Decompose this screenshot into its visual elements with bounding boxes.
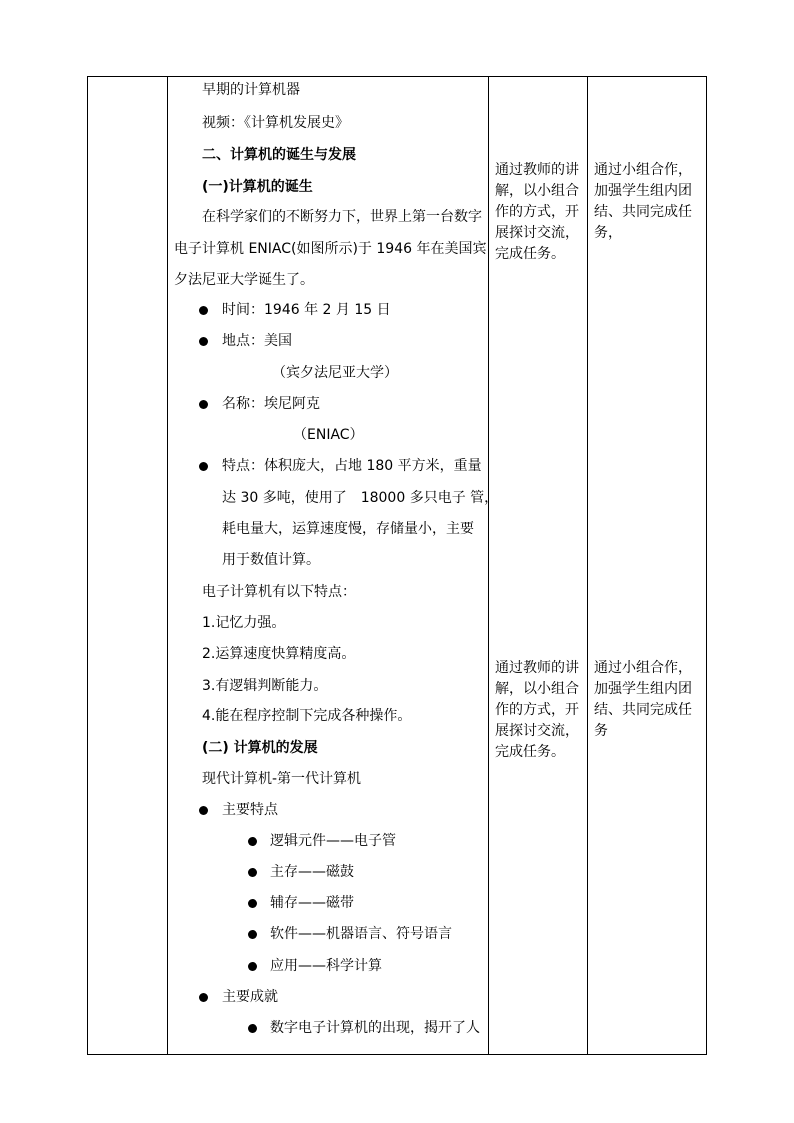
bullet-icon <box>248 930 257 939</box>
bullet-icon <box>248 962 257 971</box>
sublist-item-logic: 逻辑元件——电子管 <box>270 833 396 849</box>
list-item-features: 特点：体积庞大，占地 180 平方米，重量 <box>222 458 482 474</box>
student-activity-line: 通过小组合作， <box>594 162 692 178</box>
text-first-generation: 现代计算机-第一代计算机 <box>202 771 362 787</box>
text-video: 视频：《计算机发展史》 <box>202 115 349 131</box>
bullet-icon <box>199 306 208 315</box>
numbered-item: 2.运算速度快算精度高。 <box>202 646 356 662</box>
sublist-item-software: 软件——机器语言、符号语言 <box>270 926 452 942</box>
list-item-features-cont: 达 30 多吨，使用了 18000 多只电子 管， <box>222 490 499 506</box>
numbered-item: 3.有逻辑判断能力。 <box>202 678 328 694</box>
list-item-main-achievements: 主要成就 <box>222 989 278 1005</box>
teacher-activity-line: 完成任务。 <box>495 744 565 760</box>
bullet-icon <box>199 806 208 815</box>
bullet-icon <box>248 1024 257 1033</box>
bullet-icon <box>248 868 257 877</box>
student-activity-line: 通过小组合作， <box>594 660 692 676</box>
numbered-item: 1.记忆力强。 <box>202 615 286 631</box>
teacher-activity-line: 通过教师的讲 <box>495 162 579 178</box>
list-item-features-cont: 耗电量大，运算速度慢，存储量小，主要 <box>222 521 474 537</box>
table-border-left <box>87 76 88 1055</box>
subheading-development: (二) 计算机的发展 <box>202 740 318 756</box>
table-divider-3 <box>587 76 588 1055</box>
list-item-place: 地点：美国 <box>222 333 292 349</box>
table-bottom-border <box>87 1054 707 1055</box>
list-item-features-cont: 用于数值计算。 <box>222 552 320 568</box>
teacher-activity-line: 展探讨交流， <box>495 225 579 241</box>
list-item-name: 名称：埃尼阿克 <box>222 396 320 412</box>
teacher-activity-block <box>495 160 579 265</box>
student-activity-line: 务 <box>594 723 608 739</box>
student-activity-line: 加强学生组内团 <box>594 681 692 697</box>
numbered-item: 4.能在程序控制下完成各种操作。 <box>202 708 412 724</box>
table-divider-2 <box>488 76 489 1055</box>
teacher-activity-line: 作的方式，开 <box>495 204 579 220</box>
student-activity-line: 务， <box>594 225 622 241</box>
bullet-icon <box>199 462 208 471</box>
paragraph-line: 夕法尼亚大学诞生了。 <box>174 272 314 288</box>
subheading-birth: (一)计算机的诞生 <box>202 179 313 195</box>
table-border-right <box>706 76 707 1055</box>
bullet-icon <box>248 899 257 908</box>
list-item-time: 时间：1946 年 2 月 15 日 <box>222 302 391 318</box>
list-item-place-detail: （宾夕法尼亚大学） <box>272 365 398 381</box>
teacher-activity-line: 展探讨交流， <box>495 723 579 739</box>
text-early-machines: 早期的计算机器 <box>202 82 300 98</box>
bullet-icon <box>199 337 208 346</box>
table-top-border <box>87 76 707 77</box>
list-item-main-features: 主要特点 <box>222 802 278 818</box>
sublist-item-achievement: 数字电子计算机的出现，揭开了人 <box>270 1020 480 1036</box>
sublist-item-aux-memory: 辅存——磁带 <box>270 895 354 911</box>
teacher-activity-line: 完成任务。 <box>495 246 565 262</box>
teacher-activity-line: 解，以小组合 <box>495 681 579 697</box>
student-activity-line: 结、共同完成任 <box>594 204 692 220</box>
teacher-activity-line: 作的方式，开 <box>495 702 579 718</box>
sublist-item-main-memory: 主存——磁鼓 <box>270 864 354 880</box>
student-activity-block <box>594 658 692 742</box>
bullet-icon <box>199 993 208 1002</box>
student-activity-block <box>594 160 692 244</box>
bullet-icon <box>199 400 208 409</box>
paragraph-line: 在科学家们的不断努力下，世界上第一台数字 <box>202 209 482 225</box>
list-item-name-detail: （ENIAC） <box>293 427 364 443</box>
section-heading-birth-development: 二、计算机的诞生与发展 <box>202 147 356 163</box>
paragraph-line: 电子计算机 ENIAC(如图所示)于 1946 年在美国宾 <box>174 241 487 257</box>
teacher-activity-block <box>495 658 579 763</box>
teacher-activity-line: 解，以小组合 <box>495 183 579 199</box>
sublist-item-application: 应用——科学计算 <box>270 958 382 974</box>
table-divider-1 <box>167 76 168 1055</box>
teacher-activity-line: 通过教师的讲 <box>495 660 579 676</box>
student-activity-line: 结、共同完成任 <box>594 702 692 718</box>
student-activity-line: 加强学生组内团 <box>594 183 692 199</box>
bullet-icon <box>248 837 257 846</box>
text-ec-features-title: 电子计算机有以下特点： <box>202 584 356 600</box>
